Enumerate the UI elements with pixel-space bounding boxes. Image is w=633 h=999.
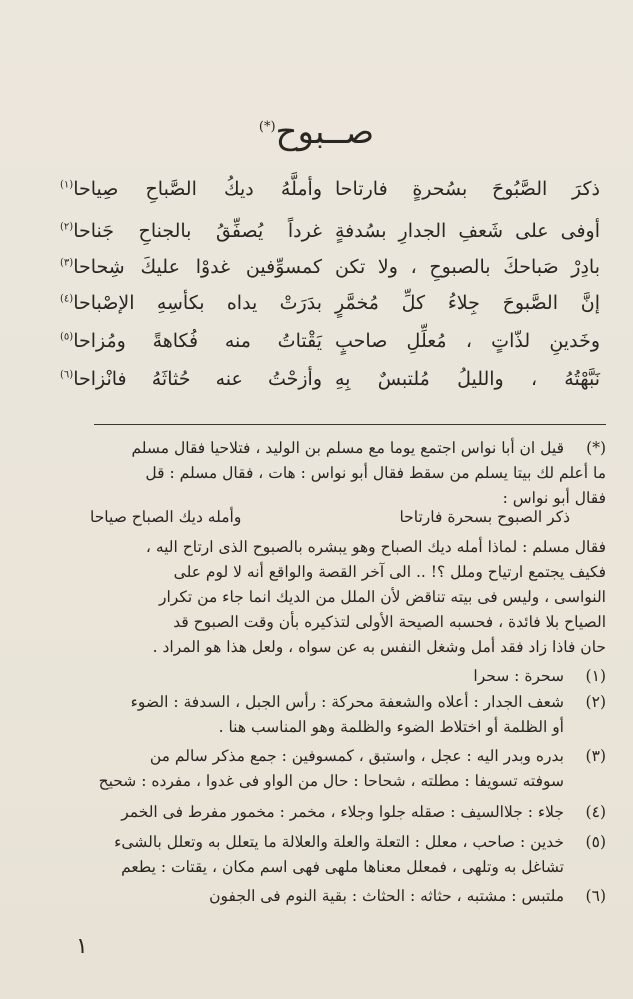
verse-4-second-hemistich	[60, 292, 322, 314]
verse-1-first-hemistich: ذكرَ الصَّبُوحَ بسُحرةٍ فارتاحا	[335, 178, 600, 200]
verse-2-first-hemistich: أوفى على شَعفِ الجدارِ بسُدفةٍ	[335, 220, 600, 242]
verse-6	[60, 368, 600, 404]
poem-title	[0, 112, 633, 152]
verse-2-ref: (٢)	[60, 221, 74, 233]
verse-4-ref: (٤)	[60, 293, 74, 305]
footnote-6-number: (٦)	[585, 887, 606, 905]
footnote-4-number: (٤)	[585, 803, 606, 821]
poem-title-text: صــبوح	[275, 112, 375, 152]
footnote-2	[30, 690, 606, 740]
footnote-star-line-2: ما أعلم لك بيتا يسلم من سقط فقال أبو نواس : هات ، فقال مسلم : قل	[145, 464, 606, 482]
verse-2	[60, 220, 600, 256]
verse-5-second-hemistich	[60, 330, 322, 352]
footnote-star-number: (*)	[586, 439, 606, 457]
footnote-star-line-7: الصياح بلا فائدة ، فحسبه الصيحة الأولى لتذكيره بأن وقت الصبوح قد	[173, 613, 606, 631]
verse-3	[60, 256, 600, 292]
footnote-5-line-1: خدين : صاحب ، معلل : التعلة والعلة والعلالة ما يتعلل به وتعلل بالشىء	[114, 833, 564, 851]
footnote-star-line-4: فقال مسلم : لماذا أمله ديك الصباح وهو يبشره بالصبوح الذى ارتاح اليه ،	[145, 538, 606, 556]
footnote-3-line-2: سوفته تسويفا : مطلته ، شحاحا : حال من الواو فى غدوا ، مفرده : شحيح	[98, 772, 564, 790]
footnote-3-number: (٣)	[585, 747, 606, 765]
verse-4-second-text: بدَرَتْ يداه بكأسِهِ الإصْباحا	[73, 292, 322, 314]
footnote-divider	[94, 424, 606, 425]
footnote-star-cont	[30, 461, 606, 511]
footnote-6-line-1: ملتبس : مشتبه ، حثاثه : الحثاث : بقية النوم فى الجفون	[209, 887, 564, 905]
verse-1	[60, 178, 600, 214]
verse-4	[60, 292, 600, 328]
verse-5-ref: (٥)	[60, 331, 74, 343]
footnote-star-line-8: حان فاذا زاد فقد أمل وشغل النفس به عن سواه ، ولعل هذا هو المراد .	[152, 638, 606, 656]
footnote-5	[30, 830, 606, 880]
verse-6-first-hemistich: نَبَّهْتُهُ ، والليلُ مُلتبسٌ بِهِ	[335, 368, 600, 390]
footnote-5-number: (٥)	[585, 833, 606, 851]
footnote-2-line-2: أو الظلمة أو اختلاط الضوء والظلمة وهو المناسب هنا .	[218, 718, 564, 736]
footnote-star-line-3: فقال أبو نواس :	[502, 489, 606, 507]
footnote-2-line-1: شعف الجدار : أعلاه والشعفة محركة : رأس الجبل ، السدفة : الضوء	[130, 693, 564, 711]
footnote-star-line-1: قيل ان أبا نواس اجتمع يوما مع مسلم بن الوليد ، فتلاحيا فقال مسلم	[131, 439, 564, 457]
verse-3-first-hemistich: بادِرْ صَباحكَ بالصبوحِ ، ولا تكن	[335, 256, 600, 278]
verse-4-first-hemistich: إنَّ الصَّبوحَ جِلاءُ كلِّ مُخمَّرٍ	[335, 292, 600, 314]
verse-2-second-text: غرداً يُصفِّقُ بالجناحِ جَناحا	[73, 220, 322, 242]
footnote-1-number: (١)	[585, 667, 606, 685]
footnote-4	[30, 800, 606, 825]
footnote-4-line-1: جلاء : جلاالسيف : صقله جلوا وجلاء ، مخمر : مخمور مفرط فى الخمر	[121, 803, 564, 821]
verse-3-second-hemistich	[60, 256, 322, 278]
footnote-3-line-1: بدره وبدر اليه : عجل ، واستبق ، كمسوفين : جمع مذكر سالم من	[149, 747, 564, 765]
page-number: ١	[76, 934, 88, 959]
footnote-star-discussion	[30, 535, 606, 660]
verse-5	[60, 330, 600, 366]
verse-3-second-text: كمسوِّفين غدوْا عليكَ شِحاحا	[73, 256, 322, 278]
verse-1-second-hemistich	[60, 178, 322, 200]
footnote-2-number: (٢)	[585, 693, 606, 711]
title-footnote-marker: (*)	[258, 119, 276, 135]
footnote-star-line-6: النواسى ، وليس فى بيته تناقض لأن الملل من الديك انما جاء من تكرار	[159, 588, 606, 606]
verse-1-second-text: وأملَّهُ ديكُ الصَّباحِ صِياحا	[73, 178, 322, 200]
verse-5-second-text: يَقْتاتُ منه فُكاهةً ومُزاحا	[73, 330, 322, 352]
verse-3-ref: (٣)	[60, 257, 74, 269]
verse-5-first-hemistich: وخَدينِ لذّاتٍ ، مُعلِّلِ صاحبٍ	[335, 330, 600, 352]
footnote-star	[30, 436, 606, 461]
footnote-3	[30, 744, 606, 794]
quoted-verse-first: ذكر الصبوح بسحرة فارتاحا	[399, 508, 570, 526]
verse-2-second-hemistich	[60, 220, 322, 242]
footnote-6	[30, 884, 606, 909]
footnote-5-line-2: تشاغل به وتلهى ، فمعلل معناها ملهى فهى اسم مكان ، يقتات : يطعم	[121, 858, 564, 876]
verse-6-second-text: وأزحْتُ عنه حُثاثَهُ فانْزاحا	[73, 368, 322, 390]
footnote-1	[30, 664, 606, 689]
quoted-verse-second: وأمله ديك الصباح صياحا	[90, 508, 242, 526]
footnote-1-line-1: سحرة : سحرا	[473, 667, 564, 685]
footnote-star-line-5: فكيف يجتمع ارتياح وملل ؟! .. الى آخر القصة والواقع أنه لا لوم على	[173, 563, 606, 581]
verse-6-second-hemistich	[60, 368, 322, 390]
verse-1-ref: (١)	[60, 179, 74, 191]
verse-6-ref: (٦)	[60, 369, 74, 381]
